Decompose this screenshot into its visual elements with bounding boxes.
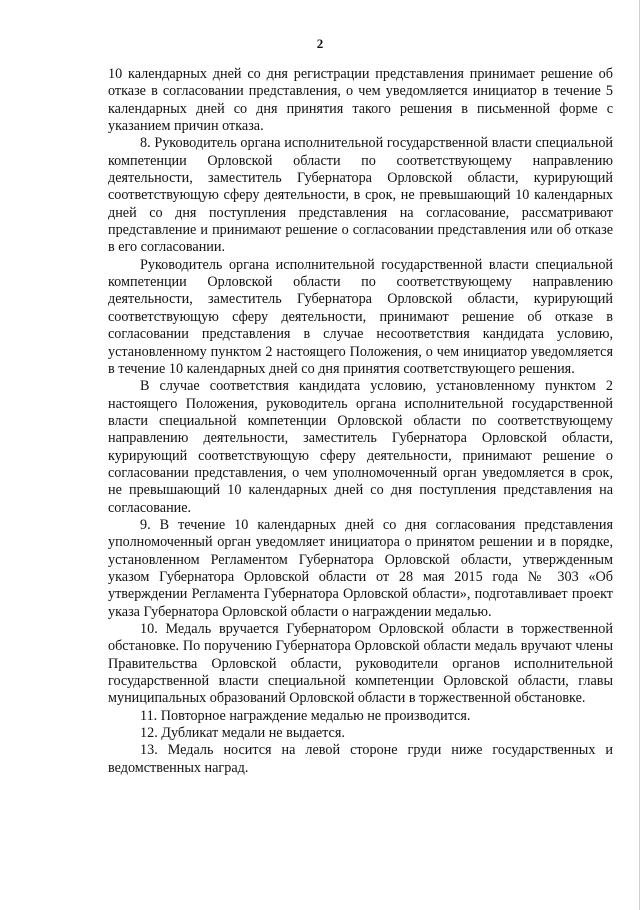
paragraph-item-13: 13. Медаль носится на левой стороне груди ниже государственных и ведомственных наград. (108, 742, 613, 776)
paragraph-refusal: Руководитель органа исполнительной государственной власти специальной компетенции Орловской области по соответствующему направлению деятельности, заместитель Губернатора Орловской области, курирующий соответствующую сферу деятельности, принимают решение об отказе в согласовании представления в случае несоответствия кандидата условию, установленному пунктом 2 настоящего Положения, о чем инициатор уведомляется в течение 10 календарных дней со дня принятия соответствующего решения. (108, 256, 613, 377)
paragraph-item-9: 9. В течение 10 календарных дней со дня согласования представления уполномоченный орган уведомляет инициатора о принятом решении и в порядке, установленном Регламентом Губернатора Орловской области, утвержденным указом Губернатора Орловской области от 28 мая 2015 года № 303 «Об утверждении Регламента Губернатора Орловской области», подготавливает проект указа Губернатора Орловской области о награждении медалью. (108, 516, 613, 620)
paragraph-item-10: 10. Медаль вручается Губернатором Орловской области в торжественной обстановке. По поручению Губернатора Орловской области медаль вручают члены Правительства Орловской области, руководители органов исполнительной государственной власти специальной компетенции Орловской области, главы муниципальных образований Орловской области в торжественной обстановке. (108, 621, 613, 707)
paragraph-item-12: 12. Дубликат медали не выдается. (140, 725, 345, 742)
paragraph-approval: В случае соответствия кандидата условию, установленному пунктом 2 настоящего Положения, руководитель органа исполнительной государственной власти специальной компетенции Орловской области по соответствующему направлению деятельности, заместитель Губернатора Орловской области, курирующий соответствующую сферу деятельности, принимают решение о согласовании представления, о чем уполномоченный орган уведомляется в срок, не превышающий 10 календарных дней со дня поступления представления на согласование. (108, 378, 613, 516)
paragraph-item-11: 11. Повторное награждение медалью не производится. (140, 707, 471, 724)
document-body (108, 66, 613, 777)
paragraph-item-8: 8. Руководитель органа исполнительной государственной власти специальной компетенции Орловской области по соответствующему направлению деятельности, заместитель Губернатора Орловской области, курирующий соответствующую сферу деятельности, в срок, не превышающий 10 календарных дней со дня поступления представления на согласование, рассматривают представление и принимают решение о согласовании представления или об отказе в его согласовании. (108, 135, 613, 256)
page-number: 2 (316, 36, 324, 51)
paragraph-continuation: 10 календарных дней со дня регистрации представления принимает решение об отказе в согласовании представления, о чем уведомляется инициатор в течение 5 календарных дней со дня принятия такого решения в письменной форме с указанием причин отказа. (108, 66, 613, 135)
